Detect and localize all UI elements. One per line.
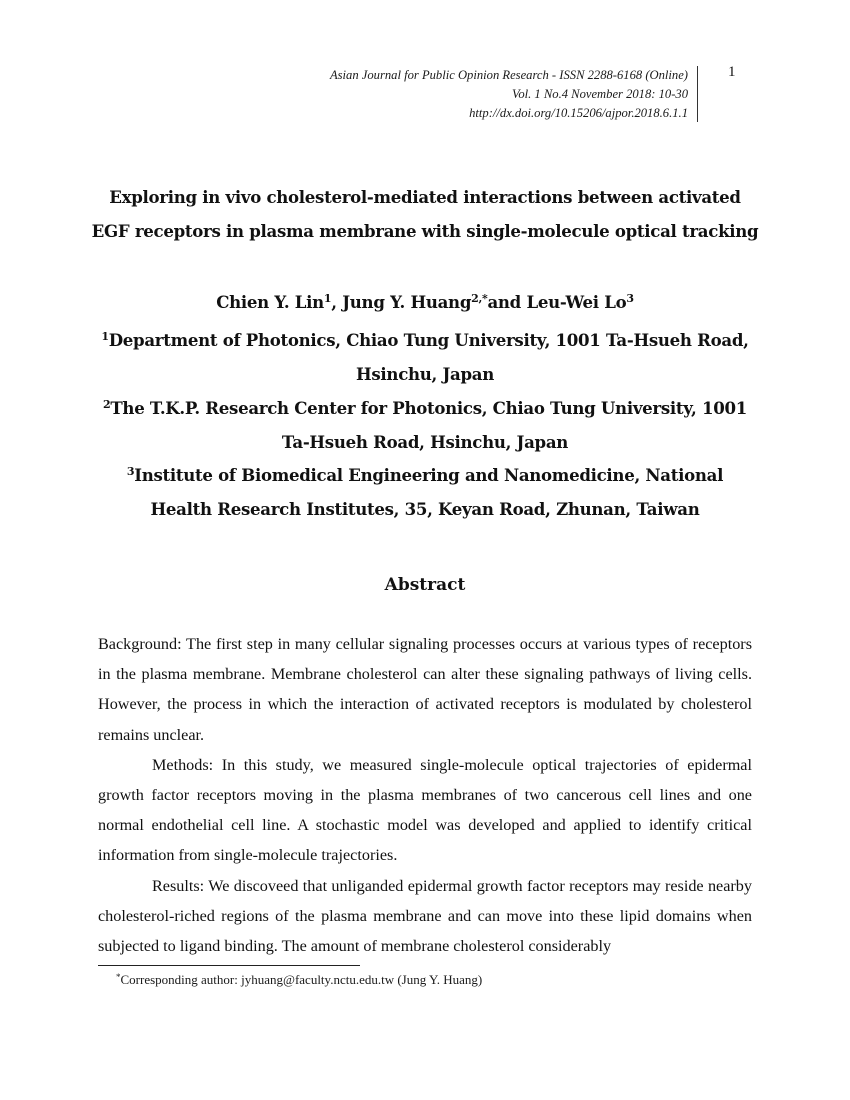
affiliation-mark: 2 <box>103 398 111 411</box>
affiliation-3 <box>100 458 750 526</box>
affiliation-line: The T.K.P. Research Center for Photonics, Chiao Tung University, 1001 <box>110 398 747 418</box>
footnote-divider <box>98 965 360 966</box>
running-header <box>240 66 688 123</box>
affiliation-line: Institute of Biomedical Engineering and Nanomedicine, National <box>134 465 724 485</box>
author-separator: and <box>487 292 527 312</box>
journal-line: Asian Journal for Public Opinion Research - ISSN 2288-6168 (Online) <box>329 68 688 82</box>
page-number: 1 <box>728 64 736 80</box>
affiliation-2 <box>100 391 750 459</box>
affiliation-1 <box>100 323 750 391</box>
affiliation-line: Ta-Hsueh Road, Hsinchu, Japan <box>281 432 569 452</box>
affiliation-line: Department of Photonics, Chiao Tung University, 1001 Ta-Hsueh Road, <box>108 330 749 350</box>
author-affiliation-mark: 2,* <box>471 292 488 305</box>
abstract-results: Results: We discoveed that unliganded epidermal growth factor receptors may reside nearby cholesterol-riched regions of the plasma membrane and can move into these lipid domains when subjected to ligand binding. The amount of membrane cholesterol considerably <box>98 876 752 956</box>
title-line-2: EGF receptors in plasma membrane with single-molecule optical tracking <box>91 221 759 241</box>
volume-line: Vol. 1 No.4 November 2018: 10-30 <box>512 87 688 101</box>
footnote-mark: * <box>116 972 121 982</box>
affiliation-line: Hsinchu, Japan <box>356 364 494 384</box>
author-list <box>60 285 790 319</box>
header-divider <box>697 66 698 122</box>
abstract-body <box>98 629 752 961</box>
affiliation-mark: 1 <box>101 330 109 343</box>
author-name: Chien Y. Lin <box>216 292 324 312</box>
author-affiliation-mark: 3 <box>626 292 634 305</box>
author-affiliation-mark: 1 <box>323 292 332 305</box>
abstract-background: Background: The first step in many cellular signaling processes occurs at various types of receptors in the plasma membrane. Membrane cholesterol can alter these signaling pathways of living cells. However, the process in which the interaction of activated receptors is modulated by cholesterol remains unclear. <box>98 635 752 744</box>
author-separator: , <box>331 292 343 312</box>
doi-line: http://dx.doi.org/10.15206/ajpor.2018.6.1.1 <box>469 106 688 120</box>
corresponding-author-footnote <box>116 968 482 989</box>
abstract-heading: Abstract <box>384 575 466 595</box>
paper-title <box>60 180 790 248</box>
footnote-text: Corresponding author: jyhuang@faculty.nctu.edu.tw (Jung Y. Huang) <box>120 972 483 987</box>
affiliation-mark: 3 <box>126 465 135 478</box>
author-name: Jung Y. Huang <box>342 292 472 312</box>
title-line-1: Exploring in vivo cholesterol-mediated interactions between activated <box>109 187 741 207</box>
author-name: Leu-Wei Lo <box>526 292 627 312</box>
abstract-methods: Methods: In this study, we measured single-molecule optical trajectories of epidermal growth factor receptors moving in the plasma membranes of two cancerous cell lines and one normal endothelial cell line. A stochastic model was developed and applied to identify critical information from single-molecule trajectories. <box>98 755 752 865</box>
affiliation-line: Health Research Institutes, 35, Keyan Road, Zhunan, Taiwan <box>150 499 700 519</box>
